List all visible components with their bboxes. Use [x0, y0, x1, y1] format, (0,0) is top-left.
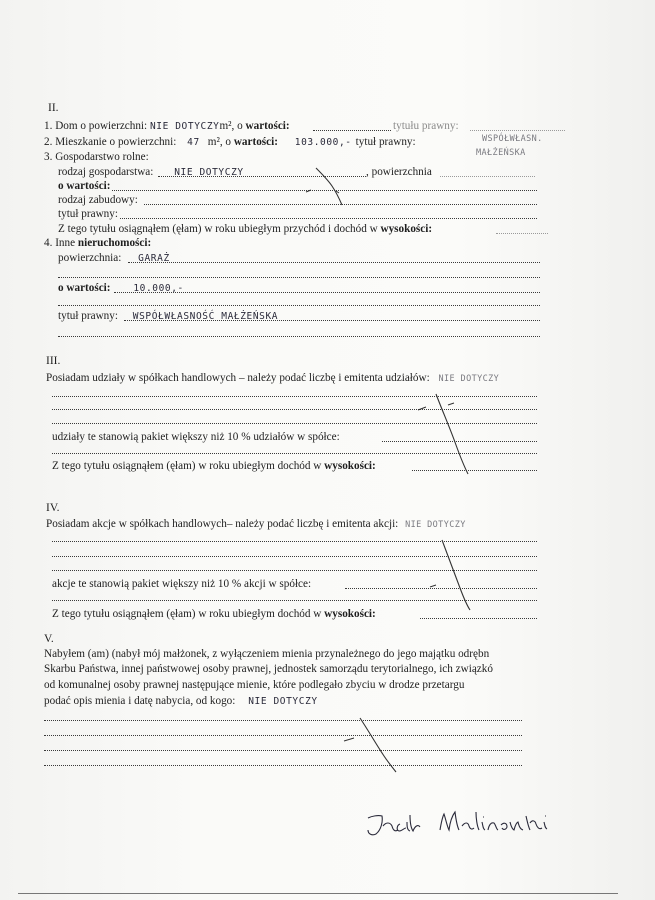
flat-title-label: tytuł prawny:: [355, 136, 416, 148]
shares-value: NIE DOTYCZY: [438, 374, 500, 384]
section-ii-heading: II.: [48, 102, 59, 114]
stocks-income-text: Z tego tytułu osiągnąłem (ęłam) w roku ubiegłym dochód w: [52, 608, 322, 620]
shares-text: Posiadam udziały w spółkach handlowych – należy podać liczbę i emitenta udziałów:: [46, 372, 430, 384]
house-unit: m², o: [219, 120, 243, 132]
stocks-value: NIE DOTYCZY: [405, 520, 466, 530]
other-title-value: WSPÓŁWŁASNOŚĆ MAŁŻEŃSKA: [132, 311, 279, 322]
other-title-label: tytuł prawny:: [58, 310, 118, 322]
farm-title-label: tytuł prawny:: [58, 208, 118, 220]
shares-pct-label: udziały te stanowią pakiet większy niż 10 % udziałów w spółce:: [52, 431, 340, 443]
stocks-tick: [430, 585, 436, 587]
farm-building-label: rodzaj zabudowy:: [58, 194, 138, 206]
other-area-value: GARAŻ: [138, 253, 170, 264]
acq-line2: Skarbu Państwa, innej państwowej osoby prawnej, jednostek samorządu terytorialnego, ich związkó: [44, 663, 493, 675]
page-bottom-rule: [18, 893, 618, 894]
other-property-bold: nieruchomości:: [77, 237, 152, 249]
other-value-label: o wartości:: [58, 282, 111, 294]
section-iii-heading: III.: [46, 355, 61, 367]
acq-line3: od komunalnej osoby prawnej następujące mienie, które podlegało zbyciu w drodze przetargu: [44, 679, 465, 691]
stocks-strike-mark: [442, 540, 470, 610]
flat-value: 103.000,-: [294, 137, 352, 148]
section-iv-heading: IV.: [46, 502, 60, 514]
flat-area: 47: [187, 137, 200, 148]
stocks-pct-label: akcje te stanowią pakiet większy niż 10 % akcji w spółce:: [52, 578, 312, 590]
farm-income-bold: wysokości:: [380, 223, 433, 235]
other-value: 10.000,-: [133, 283, 184, 294]
house-value: NIE DOTYCZY: [149, 121, 220, 132]
other-area-label: powierzchnia:: [58, 252, 122, 264]
house-label: 1. Dom o powierzchni:: [44, 120, 148, 132]
signature: [368, 812, 547, 835]
shares-ticks: [418, 403, 454, 410]
farm-kind-value: NIE DOTYCZY: [174, 167, 244, 178]
flat-unit: m², o: [207, 136, 232, 148]
farm-area-label: , powierzchnia: [366, 166, 432, 178]
stocks-income-bold: wysokości:: [324, 608, 376, 620]
shares-strike-mark: [436, 394, 468, 474]
house-value-label: wartości:: [245, 120, 290, 132]
section-v-heading: V.: [44, 633, 54, 645]
farm-income-text: Z tego tytułu osiągnąłem (ęłam) w roku ubiegłym przychód i dochód w: [58, 223, 378, 235]
acq-tick: [344, 738, 354, 741]
acq-line4: podać opis mienia i datę nabycia, od kogo:: [44, 695, 236, 707]
stocks-text: Posiadam akcje w spółkach handlowych– należy podać liczbę i emitenta akcji:: [46, 518, 399, 530]
acq-line1: Nabyłem (am) (nabył mój małżonek, z wyłączeniem mienia przynależnego do jego majątku odrębn: [44, 648, 490, 660]
farm-strike-mark: [316, 168, 342, 205]
house-title-label: tytułu prawny:: [393, 120, 459, 132]
shares-income-bold: wysokości:: [324, 460, 376, 472]
shares-income-text: Z tego tytułu osiągnąłem (ęłam) w roku ubiegłym dochód w: [52, 460, 322, 472]
acq-strike-mark: [360, 718, 396, 772]
flat-label: 2. Mieszkanie o powierzchni:: [44, 136, 177, 148]
other-property-label: 4. Inne: [44, 237, 76, 249]
farm-kind-label: rodzaj gospodarstwa:: [58, 166, 154, 178]
acq-value: NIE DOTYCZY: [248, 696, 318, 707]
farm-value-label: o wartości:: [58, 180, 111, 192]
flat-title-line2: MAŁŻEŃSKA: [476, 148, 526, 158]
farm-tick-a: [306, 190, 311, 192]
flat-title-line1: WSPÓŁWŁASN.: [482, 134, 543, 144]
farm-label: 3. Gospodarstwo rolne:: [44, 151, 149, 163]
flat-value-label: wartości:: [233, 136, 278, 148]
